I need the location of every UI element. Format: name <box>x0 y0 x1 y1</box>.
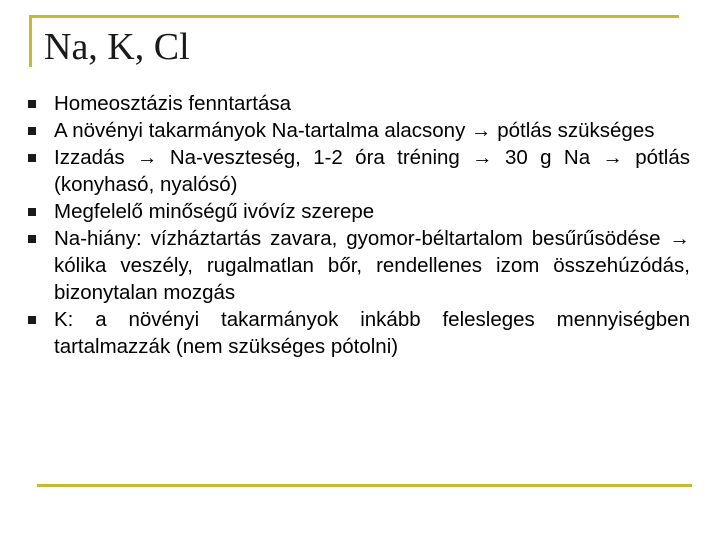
list-item-text: Izzadás → Na-veszteség, 1-2 óra tréning → 30 g Na → pótlás (konyhasó, nyalósó) <box>54 146 690 196</box>
list-item <box>28 225 690 306</box>
list-item <box>28 117 690 144</box>
list-item-text: Na-hiány: vízháztartás zavara, gyomor-béltartalom besűrűsödése → kólika veszély, rugalmatlan bőr, rendellenes izom összehúzódás, bizonytalan mozgás <box>54 227 690 304</box>
list-item <box>28 306 690 360</box>
square-bullet-icon <box>28 235 36 243</box>
list-item-text: K: a növényi takarmányok inkább felesleges mennyiségben tartalmazzák (nem szükséges pótolni) <box>54 308 690 358</box>
list-item-text: A növényi takarmányok Na-tartalma alacsony → pótlás szükséges <box>54 119 655 142</box>
bullet-list <box>28 90 690 360</box>
footer-line <box>37 484 692 487</box>
square-bullet-icon <box>28 154 36 162</box>
square-bullet-icon <box>28 208 36 216</box>
square-bullet-icon <box>28 100 36 108</box>
list-item <box>28 144 690 198</box>
square-bullet-icon <box>28 316 36 324</box>
title-frame-left-line <box>29 15 32 67</box>
square-bullet-icon <box>28 127 36 135</box>
slide-title: Na, K, Cl <box>44 26 190 68</box>
list-item <box>28 198 690 225</box>
list-item-text: Megfelelő minőségű ivóvíz szerepe <box>54 200 375 223</box>
list-item-text: Homeosztázis fenntartása <box>54 92 292 115</box>
list-item <box>28 90 690 117</box>
title-frame-top-line <box>29 15 679 18</box>
